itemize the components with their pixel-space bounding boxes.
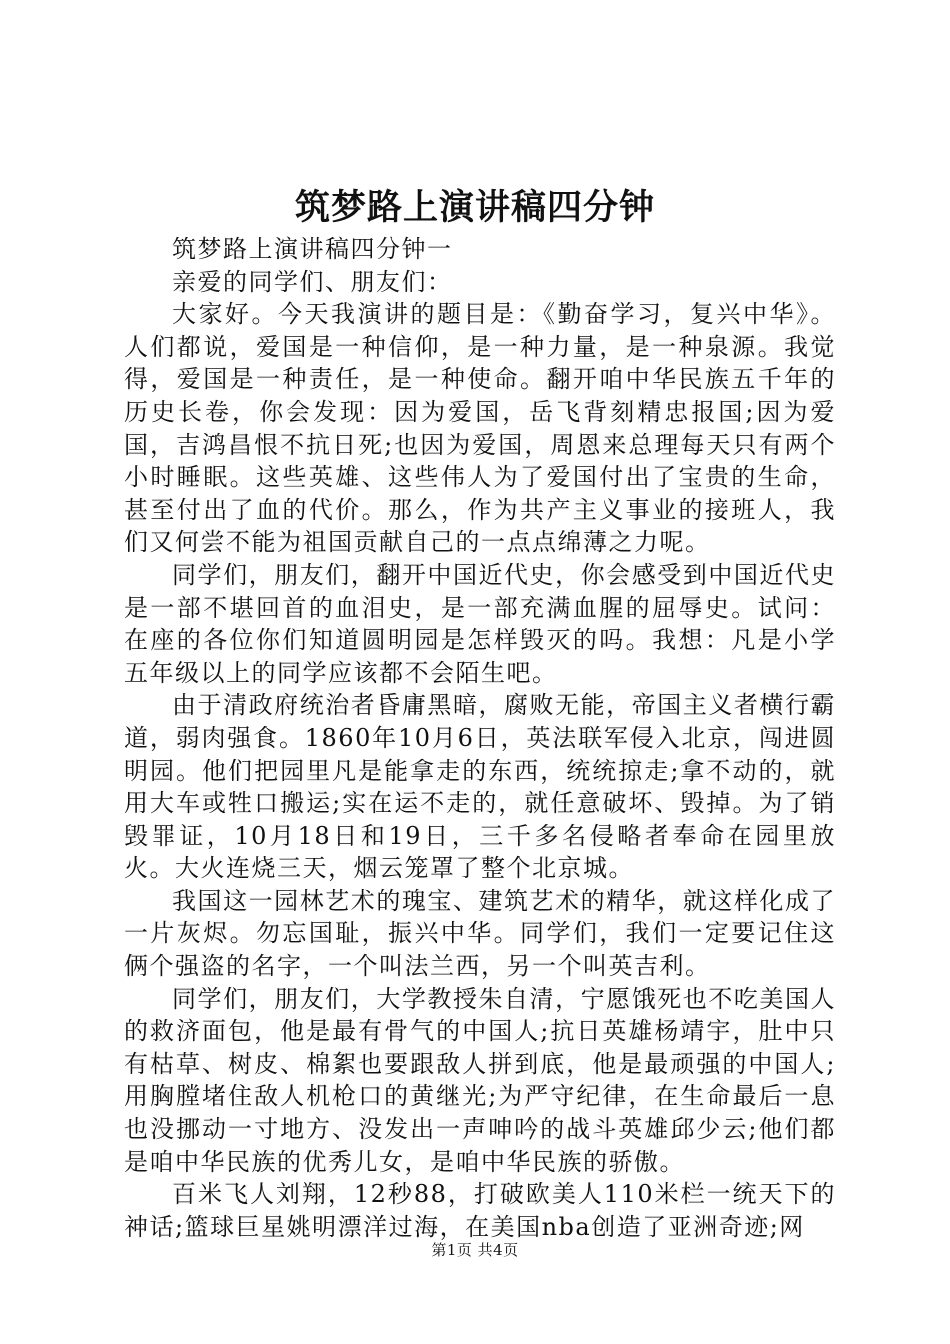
paragraph: 同学们，朋友们，大学教授朱自清，宁愿饿死也不吃美国人的救济面包，他是最有骨气的中国人;抗日英雄杨靖宇，肚中只有枯草、树皮、棉絮也要跟敌人拼到底，他是最顽强的中国人;用胸膛堵住敌人机枪口的黄继光;为严守纪律，在生命最后一息也没挪动一寸地方、没发出一声呻吟的战斗英雄邱少云;他们都是咱中华民族的优秀儿女，是咱中华民族的骄傲。: [124, 984, 836, 1176]
paragraph: 我国这一园林艺术的瑰宝、建筑艺术的精华，就这样化成了一片灰烬。勿忘国耻，振兴中华。同学们，我们一定要记住这俩个强盗的名字，一个叫法兰西，另一个叫英吉利。: [124, 886, 836, 981]
paragraph: 百米飞人刘翔，12秒88，打破欧美人110米栏一统天下的神话;篮球巨星姚明漂洋过海，在美国nba创造了亚洲奇迹;网: [124, 1180, 836, 1241]
paragraph: 大家好。今天我演讲的题目是：《勤奋学习，复兴中华》。人们都说，爱国是一种信仰，是一种力量，是一种泉源。我觉得，爱国是一种责任，是一种使命。翻开咱中华民族五千年的历史长卷，你会发现：因为爱国，岳飞背刻精忠报国;因为爱国，吉鸿昌恨不抗日死;也因为爱国，周恩来总理每天只有两个小时睡眠。这些英雄、这些伟人为了爱国付出了宝贵的生命，甚至付出了血的代价。那么，作为共产主义事业的接班人，我们又何尝不能为祖国贡献自己的一点点绵薄之力呢。: [124, 300, 836, 557]
paragraph: 由于清政府统治者昏庸黑暗，腐败无能，帝国主义者横行霸道，弱肉强食。1860年10月6日，英法联军侵入北京，闯进圆明园。他们把园里凡是能拿走的东西，统统掠走;拿不动的，就用大车或牲口搬运;实在运不走的，就任意破坏、毁掉。为了销毁罪证，10月18日和19日，三千多名侵略者奉命在园里放火。大火连烧三天，烟云笼罩了整个北京城。: [124, 691, 836, 883]
paragraph-salutation: 亲爱的同学们、朋友们：: [172, 267, 453, 296]
document-title: 筑梦路上演讲稿四分钟: [294, 187, 655, 228]
paragraph-subtitle: 筑梦路上演讲稿四分钟一: [172, 235, 453, 263]
document-body: [124, 233, 836, 1243]
paragraph: 同学们，朋友们，翻开中国近代史，你会感受到中国近代史是一部不堪回首的血泪史，是一部充满血腥的屈辱史。试问：在座的各位你们知道圆明园是怎样毁灭的吗。我想：凡是小学五年级以上的同学应该都不会陌生吧。: [124, 560, 836, 687]
page-number-footer: 第1页 共4页: [431, 1241, 519, 1259]
